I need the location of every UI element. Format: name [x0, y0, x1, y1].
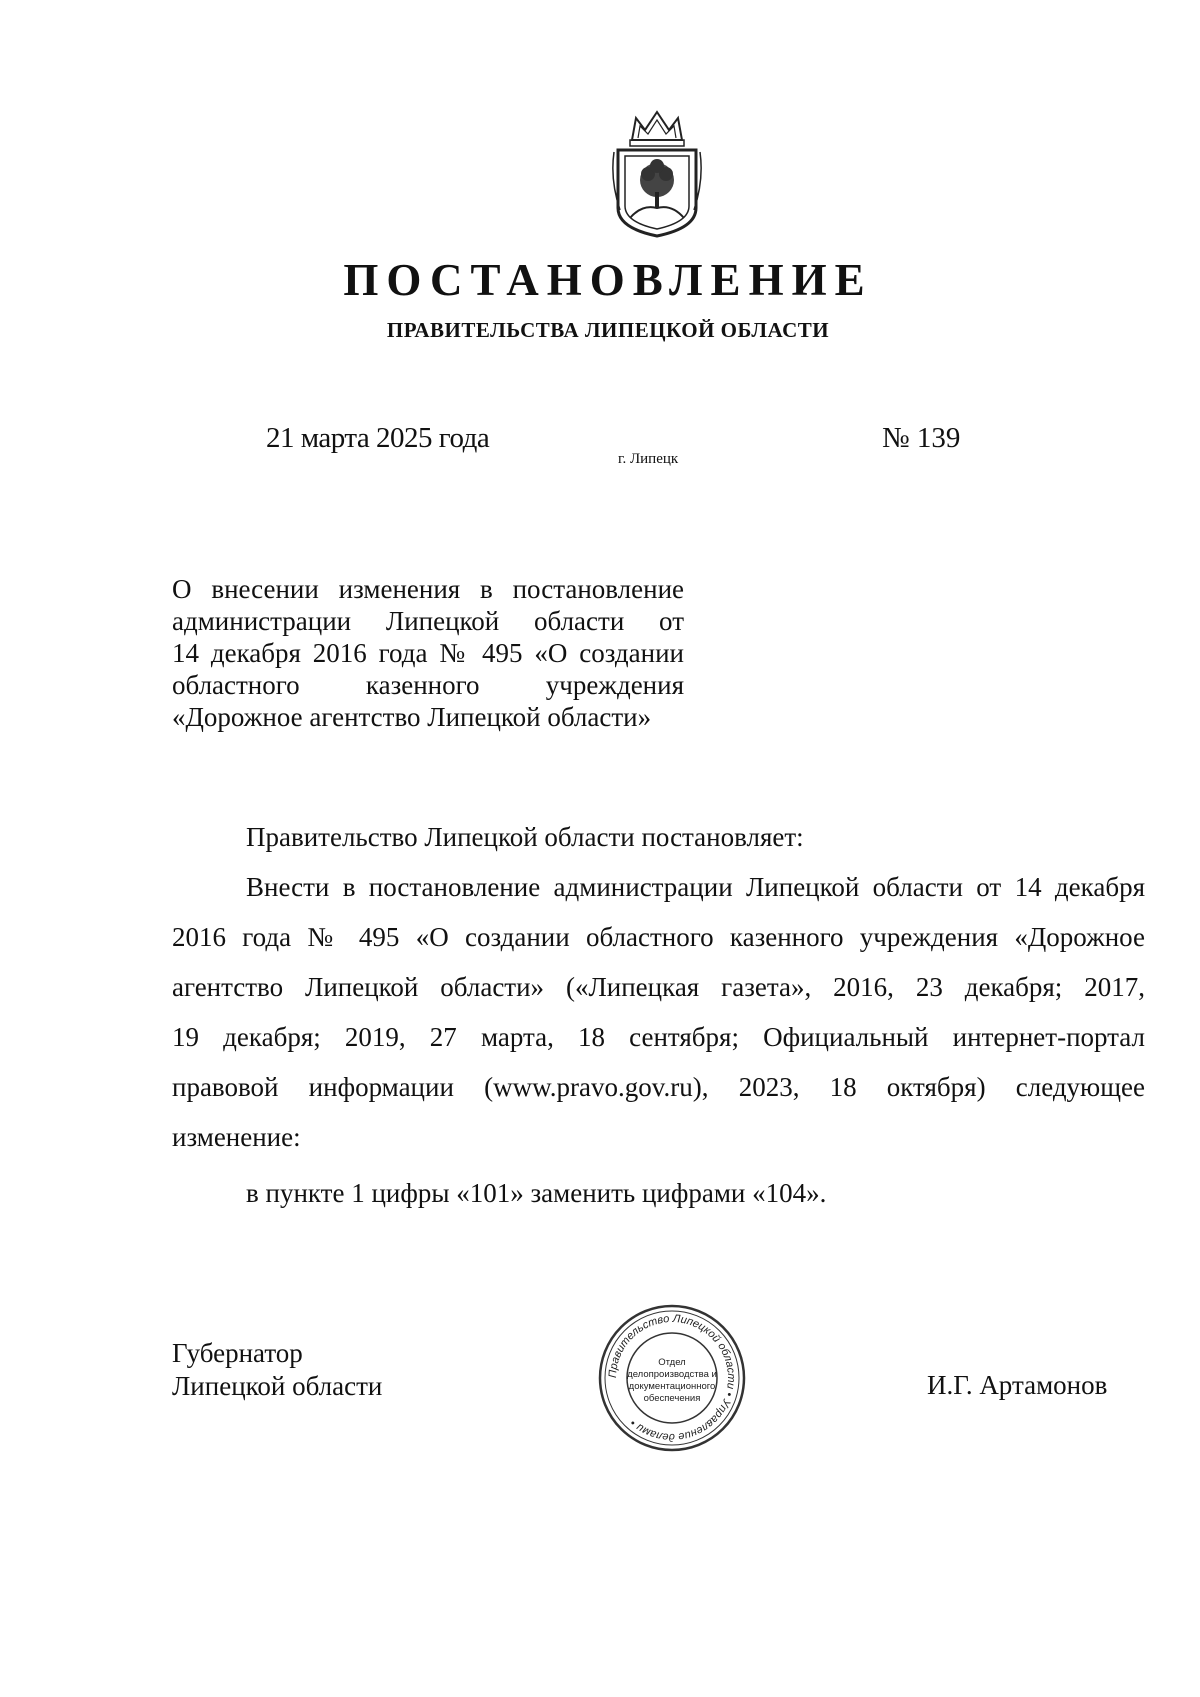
document-subtitle: ПРАВИТЕЛЬСТВА ЛИПЕЦКОЙ ОБЛАСТИ — [386, 318, 830, 342]
subject-line: О внесении изменения в постановление — [172, 574, 684, 604]
subject-line: областного казенного учреждения — [172, 670, 684, 700]
signer-position — [172, 1337, 382, 1403]
document-number: № 139 — [882, 422, 961, 454]
seal-inner-line: делопроизводства и — [627, 1369, 717, 1380]
main-line: 19 декабря; 2019, 27 марта, 18 сентября; Официальный интернет-портал — [172, 1022, 1145, 1052]
document-title: ПОСТАНОВЛЕНИЕ — [343, 255, 873, 305]
main-line: агентство Липецкой области» («Липецкая газета», 2016, 23 декабря; 2017, — [172, 972, 1145, 1002]
seal-inner-line: документационного — [628, 1381, 716, 1392]
main-line: 2016 года № 495 «О создании областного казенного учреждения «Дорожное — [172, 922, 1145, 952]
main-line: изменение: — [172, 1122, 301, 1152]
preamble-paragraph: Правительство Липецкой области постановляет: — [246, 822, 804, 852]
document-date: 21 марта 2025 года — [266, 422, 490, 454]
coat-of-arms-icon — [612, 110, 702, 240]
seal-outer-text: Правительство Липецкой области • Управление делами • — [606, 1312, 738, 1444]
seal-inner-line: обеспечения — [643, 1393, 701, 1404]
seal-inner-line: Отдел — [658, 1357, 686, 1368]
change-paragraph: в пункте 1 цифры «101» заменить цифрами «104». — [246, 1178, 827, 1208]
signer-name: И.Г. Артамонов — [927, 1370, 1108, 1400]
subject-line: 14 декабря 2016 года № 495 «О создании — [172, 638, 684, 668]
signer-position-line: Губернатор — [172, 1338, 303, 1368]
document-place: г. Липецк — [618, 451, 679, 467]
main-line: правовой информации (www.pravo.gov.ru), 2023, 18 октября) следующее — [172, 1072, 1145, 1102]
subject-line: «Дорожное агентство Липецкой области» — [172, 702, 652, 732]
signer-position-line: Липецкой области — [172, 1371, 383, 1401]
main-line: Внести в постановление администрации Липецкой области от 14 декабря — [246, 872, 1145, 902]
round-stamp-icon — [597, 1303, 747, 1453]
subject-line: администрации Липецкой области от — [172, 606, 684, 636]
document-body — [172, 812, 1145, 1218]
main-paragraph — [172, 862, 1145, 1162]
document-subject — [172, 573, 684, 733]
